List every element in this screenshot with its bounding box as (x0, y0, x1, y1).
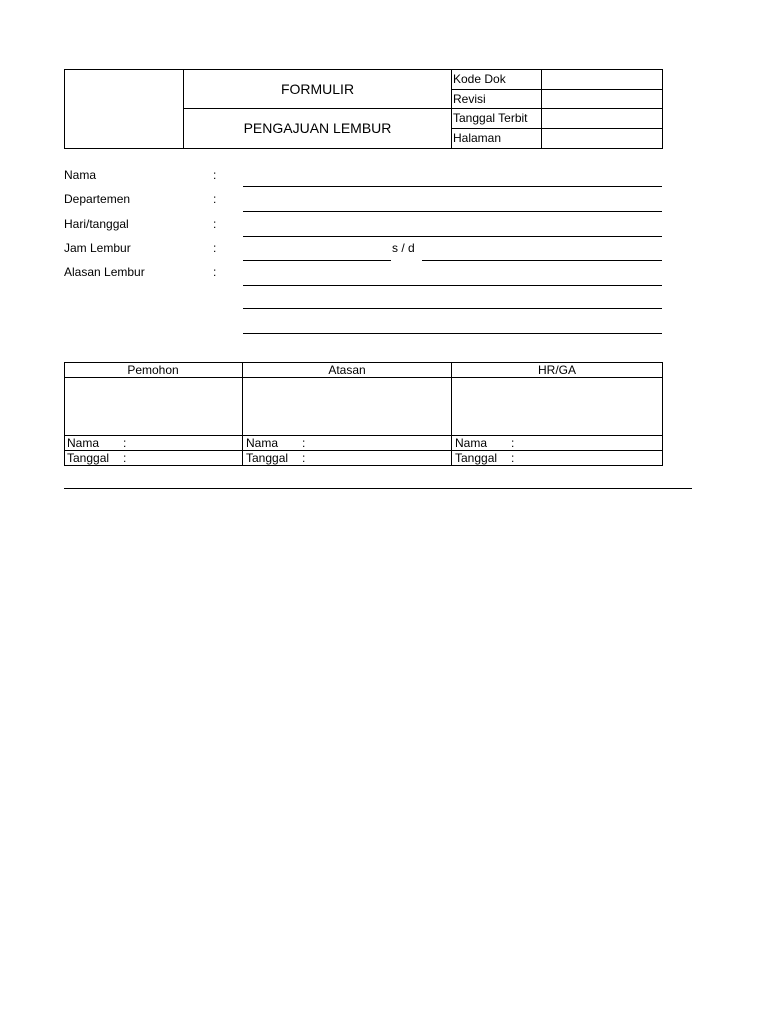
sig-name-colon: : (123, 436, 127, 450)
field-line-hari-tanggal[interactable] (243, 236, 662, 237)
field-label-nama: Nama (64, 168, 97, 182)
sig-name-label: Nama (67, 436, 100, 450)
meta-label-kode-dok: Kode Dok (453, 72, 506, 86)
title-cell-divider (451, 69, 452, 149)
meta-label-tanggal-terbit: Tanggal Terbit (453, 111, 528, 125)
sig-header-atasan: Atasan (328, 363, 366, 377)
form-subtitle: PENGAJUAN LEMBUR (243, 120, 392, 136)
sig-right-border (662, 362, 663, 466)
field-line-alasan-1[interactable] (243, 285, 662, 286)
title-cell-split (183, 108, 451, 109)
sig-name-label: Nama (455, 436, 488, 450)
meta-value-halaman[interactable] (542, 129, 662, 148)
meta-label-halaman: Halaman (453, 131, 502, 145)
logo-cell (65, 70, 183, 148)
signature-box-atasan[interactable] (243, 378, 451, 435)
field-line-alasan-3[interactable] (243, 333, 662, 334)
sig-name-line (64, 435, 662, 436)
sig-bottom-border (64, 465, 662, 466)
field-label-hari-tanggal: Hari/tanggal (64, 217, 129, 231)
field-line-alasan-2[interactable] (243, 308, 662, 309)
field-label-jam-lembur: Jam Lembur (64, 241, 131, 255)
sig-name-label: Nama (246, 436, 279, 450)
header-bottom-border (64, 148, 662, 149)
sig-date-label: Tanggal (455, 451, 498, 465)
meta-value-tanggal-terbit[interactable] (542, 109, 662, 128)
field-line-jam-selesai[interactable] (422, 260, 662, 261)
field-colon: : (213, 265, 217, 279)
sig-date-label: Tanggal (67, 451, 110, 465)
signature-box-hrga[interactable] (452, 378, 662, 435)
form-title: FORMULIR (280, 81, 355, 97)
meta-label-revisi: Revisi (453, 92, 486, 106)
signature-box-pemohon[interactable] (65, 378, 242, 435)
meta-value-kode-dok[interactable] (542, 70, 662, 89)
sig-date-colon: : (302, 451, 306, 465)
sig-name-colon: : (302, 436, 306, 450)
header-right-border (662, 69, 663, 149)
page-cut-line (64, 488, 692, 489)
sig-date-label: Tanggal (246, 451, 289, 465)
sig-date-colon: : (511, 451, 515, 465)
field-line-nama[interactable] (243, 186, 662, 187)
meta-value-revisi[interactable] (542, 90, 662, 108)
sig-date-colon: : (123, 451, 127, 465)
sig-date-line (64, 450, 662, 451)
field-label-alasan-lembur: Alasan Lembur (64, 265, 145, 279)
field-colon: : (213, 241, 217, 255)
time-separator: s / d (392, 241, 415, 255)
sig-header-pemohon: Pemohon (127, 363, 179, 377)
field-line-jam-mulai[interactable] (243, 260, 391, 261)
sig-name-colon: : (511, 436, 515, 450)
field-label-departemen: Departemen (64, 192, 131, 206)
field-line-departemen[interactable] (243, 211, 662, 212)
field-colon: : (213, 168, 217, 182)
sig-header-hrga: HR/GA (537, 363, 576, 377)
field-colon: : (213, 192, 217, 206)
field-colon: : (213, 217, 217, 231)
